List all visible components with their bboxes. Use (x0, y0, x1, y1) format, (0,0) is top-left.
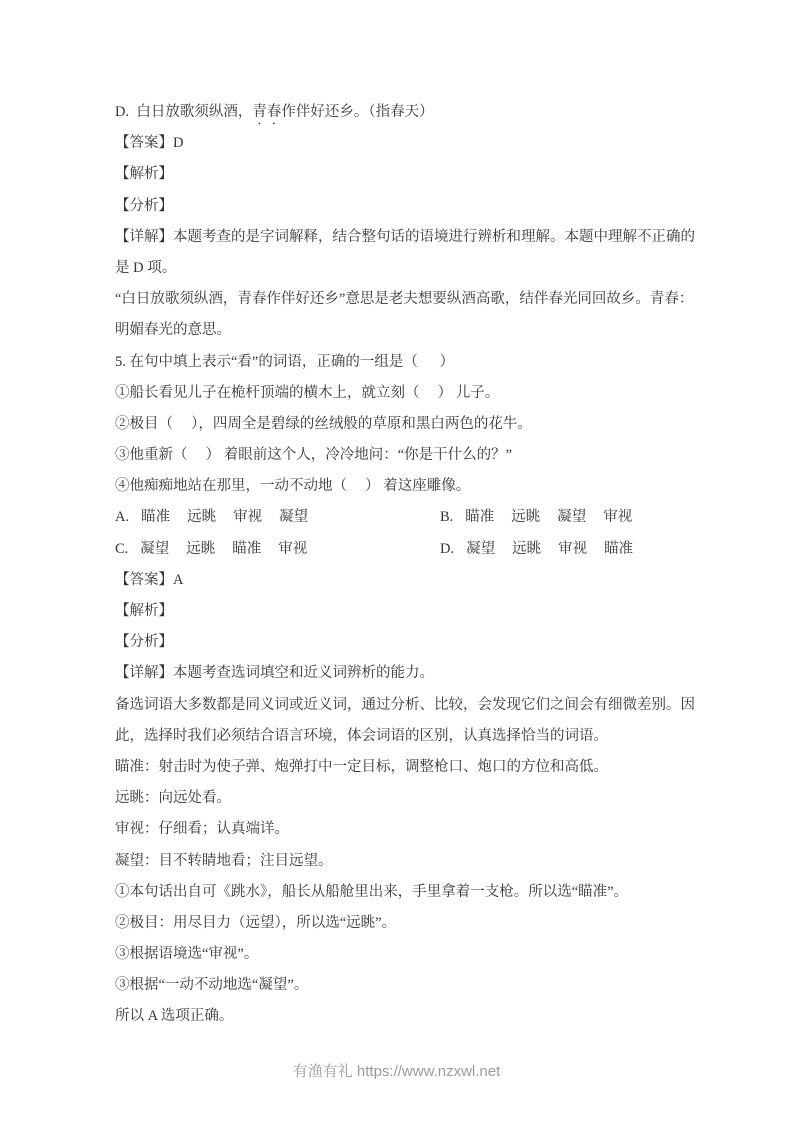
option-label: C. (115, 540, 129, 557)
option-word: 瞄准 (604, 540, 634, 557)
question5-explanation-line: 此，选择时我们必须结合语言环境，体会词语的区别，认真选择恰当的词语。 (115, 727, 608, 744)
question5-breakdown-label: 【分析】 (115, 634, 173, 651)
option-d (440, 534, 650, 565)
question5-explanation-line: ③根据“一动不动地选“凝望”。 (115, 977, 309, 994)
question5-item: ④他痴痴地站在那里，一动不动地（ ） 着这座雕像。 (115, 478, 471, 495)
question5-explanation-line: 所以 A 选项正确。 (115, 1008, 234, 1025)
question5-stem: 5. 在句中填上表示“看”的词语，正确的一组是（ ） (115, 353, 455, 370)
question4-analysis-label: 【解析】 (115, 166, 173, 183)
options-row (115, 502, 715, 533)
question5-explanation-line: ③根据语境选“审视”。 (115, 946, 259, 963)
option-a (115, 502, 440, 533)
question5-analysis-label: 【解析】 (115, 603, 173, 619)
option-b (440, 502, 649, 533)
option-word: 凝望 (140, 540, 170, 557)
option-word: 瞄准 (465, 509, 495, 526)
option-word: 瞄准 (141, 509, 171, 526)
question5-item: ③他重新（ ） 着眼前这个人，冷冷地问：“你是干什么的？” (115, 447, 513, 464)
option-word: 审视 (558, 540, 588, 557)
question5-item: ①船长看见儿子在桅杆顶端的横木上，就立刻（ ） 儿子。 (115, 384, 500, 401)
option-word: 审视 (233, 509, 263, 526)
question4-breakdown-label: 【分析】 (115, 197, 173, 214)
option-d-emphasized-word: 青春 (252, 104, 282, 120)
question4-explanation-line: “白日放歌须纵酒，青春作伴好还乡”意思是老夫想要纵酒高歌，结伴春光同回故乡。青春： (115, 291, 694, 308)
question5-explanation-line: 备选词语大多数都是同义词或近义词，通过分析、比较，会发现它们之间会有细微差别。因 (115, 696, 695, 713)
option-word: 瞄准 (232, 540, 262, 557)
question5-explanation-line: 凝望：目不转睛地看；注目远望。 (115, 852, 333, 869)
question4-explanation-line: 是 D 项。 (115, 259, 177, 276)
option-word: 审视 (603, 509, 633, 526)
question4-explanation-line: 【详解】本题考查的是字词解释，结合整句话的语境进行辨析和理解。本题中理解不正确的 (115, 228, 695, 245)
option-word: 凝望 (466, 540, 496, 557)
question5-explanation-line: ②极目：用尽目力（远望），所以选“远眺”。 (115, 914, 397, 931)
option-word: 远眺 (186, 540, 216, 557)
question4-option-d (115, 97, 715, 128)
option-word: 远眺 (511, 509, 541, 526)
question5-answer-line: 【答案】A (115, 571, 184, 588)
option-label: D. (440, 540, 455, 557)
question5-explanation-line: 审视：仔细看；认真端详。 (115, 821, 289, 838)
option-label: B. (440, 509, 454, 526)
document-body (115, 97, 715, 1033)
question5-explanation-line: 瞄准：射击时为使子弹、炮弹打中一定目标，调整枪口、炮口的方位和高低。 (115, 758, 608, 775)
option-word: 远眺 (187, 509, 217, 526)
option-word: 远眺 (512, 540, 542, 557)
option-d-suffix: 作伴好还乡。（指春天） (281, 104, 434, 120)
question5-explanation-line: 【详解】本题考查选词填空和近义词辨析的能力。 (115, 665, 434, 682)
footer-watermark: 有渔有礼 https://www.nzxwl.net (292, 1063, 501, 1080)
option-word: 凝望 (557, 509, 587, 526)
question4-explanation-line: 明媚春光的意思。 (115, 322, 231, 339)
options-row (115, 534, 715, 565)
question5-item: ②极目（ ），四周全是碧绿的丝绒般的草原和黑白两色的花牛。 (115, 415, 532, 432)
option-d-prefix: D. 白日放歌须纵酒， (115, 104, 253, 120)
option-word: 审视 (278, 540, 308, 557)
option-label: A. (115, 509, 130, 526)
question5-explanation-line: ①本句话出自可《跳水》，船长从船舱里出来，手里拿着一支枪。所以选“瞄准”。 (115, 883, 629, 900)
option-word: 凝望 (279, 509, 309, 526)
question5-explanation-line: 远眺：向远处看。 (115, 790, 231, 807)
option-c (115, 534, 440, 565)
question4-answer-line: 【答案】D (115, 135, 184, 152)
